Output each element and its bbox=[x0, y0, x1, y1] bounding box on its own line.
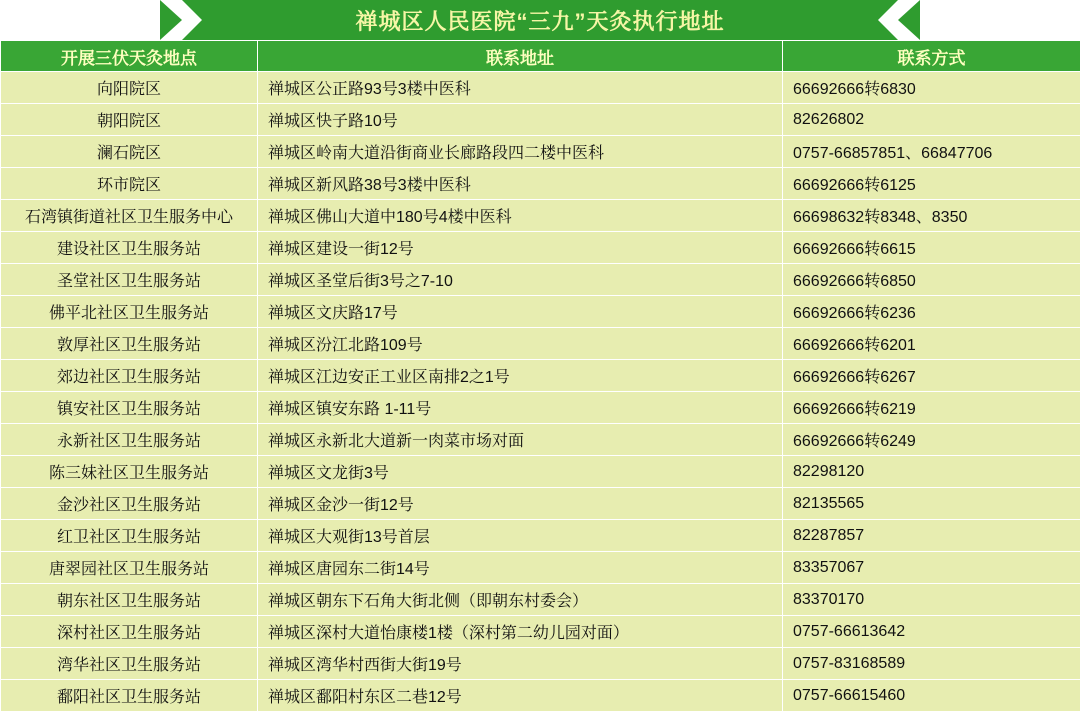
cell-address: 禅城区文龙街3号 bbox=[258, 456, 783, 488]
cell-contact: 82287857 bbox=[783, 520, 1080, 552]
cell-address: 禅城区快子路10号 bbox=[258, 104, 783, 136]
cell-contact: 83357067 bbox=[783, 552, 1080, 584]
cell-contact: 66692666转6201 bbox=[783, 328, 1080, 360]
table-row bbox=[1, 72, 1080, 104]
table-row bbox=[1, 136, 1080, 168]
cell-address: 禅城区鄱阳村东区二巷12号 bbox=[258, 680, 783, 712]
column-header-address: 联系地址 bbox=[258, 41, 783, 72]
cell-address: 禅城区镇安东路 1-11号 bbox=[258, 392, 783, 424]
table-row bbox=[1, 488, 1080, 520]
cell-address: 禅城区朝东下石角大街北侧（即朝东村委会） bbox=[258, 584, 783, 616]
table-row bbox=[1, 264, 1080, 296]
cell-address: 禅城区文庆路17号 bbox=[258, 296, 783, 328]
table-row bbox=[1, 456, 1080, 488]
cell-site: 深村社区卫生服务站 bbox=[1, 616, 258, 648]
table-body bbox=[1, 72, 1080, 712]
cell-address: 禅城区建设一街12号 bbox=[258, 232, 783, 264]
cell-contact: 66692666转6125 bbox=[783, 168, 1080, 200]
table-header-row bbox=[1, 41, 1080, 72]
cell-address: 禅城区湾华村西街大街19号 bbox=[258, 648, 783, 680]
cell-site: 向阳院区 bbox=[1, 72, 258, 104]
address-table bbox=[0, 40, 1080, 712]
cell-contact: 82135565 bbox=[783, 488, 1080, 520]
table-row bbox=[1, 104, 1080, 136]
cell-site: 镇安社区卫生服务站 bbox=[1, 392, 258, 424]
cell-site: 朝东社区卫生服务站 bbox=[1, 584, 258, 616]
cell-address: 禅城区金沙一街12号 bbox=[258, 488, 783, 520]
table-row bbox=[1, 232, 1080, 264]
cell-address: 禅城区汾江北路109号 bbox=[258, 328, 783, 360]
cell-address: 禅城区永新北大道新一肉菜市场对面 bbox=[258, 424, 783, 456]
cell-contact: 66692666转6850 bbox=[783, 264, 1080, 296]
page-title: 禅城区人民医院“三九”天灸执行地址 bbox=[355, 5, 724, 36]
column-header-site: 开展三伏天灸地点 bbox=[1, 41, 258, 72]
cell-site: 环市院区 bbox=[1, 168, 258, 200]
cell-contact: 0757-83168589 bbox=[783, 648, 1080, 680]
table-row bbox=[1, 584, 1080, 616]
chevron-left-icon bbox=[182, 0, 202, 40]
table-row bbox=[1, 392, 1080, 424]
title-banner bbox=[160, 0, 920, 40]
cell-address: 禅城区大观街13号首层 bbox=[258, 520, 783, 552]
table-row bbox=[1, 424, 1080, 456]
cell-address: 禅城区深村大道怡康楼1楼（深村第二幼儿园对面） bbox=[258, 616, 783, 648]
cell-contact: 0757-66615460 bbox=[783, 680, 1080, 712]
cell-site: 石湾镇街道社区卫生服务中心 bbox=[1, 200, 258, 232]
cell-contact: 82298120 bbox=[783, 456, 1080, 488]
cell-site: 金沙社区卫生服务站 bbox=[1, 488, 258, 520]
chevron-right-icon bbox=[878, 0, 898, 40]
table-row bbox=[1, 616, 1080, 648]
cell-site: 永新社区卫生服务站 bbox=[1, 424, 258, 456]
cell-site: 佛平北社区卫生服务站 bbox=[1, 296, 258, 328]
cell-site: 澜石院区 bbox=[1, 136, 258, 168]
cell-site: 陈三妹社区卫生服务站 bbox=[1, 456, 258, 488]
cell-address: 禅城区佛山大道中180号4楼中医科 bbox=[258, 200, 783, 232]
cell-site: 朝阳院区 bbox=[1, 104, 258, 136]
cell-site: 郊边社区卫生服务站 bbox=[1, 360, 258, 392]
cell-contact: 83370170 bbox=[783, 584, 1080, 616]
cell-contact: 66692666转6267 bbox=[783, 360, 1080, 392]
banner-area bbox=[0, 0, 1080, 40]
cell-site: 湾华社区卫生服务站 bbox=[1, 648, 258, 680]
cell-site: 唐翠园社区卫生服务站 bbox=[1, 552, 258, 584]
cell-address: 禅城区江边安正工业区南排2之1号 bbox=[258, 360, 783, 392]
cell-address: 禅城区圣堂后街3号之7-10 bbox=[258, 264, 783, 296]
cell-contact: 66692666转6615 bbox=[783, 232, 1080, 264]
cell-contact: 82626802 bbox=[783, 104, 1080, 136]
cell-site: 建设社区卫生服务站 bbox=[1, 232, 258, 264]
cell-site: 红卫社区卫生服务站 bbox=[1, 520, 258, 552]
cell-contact: 0757-66613642 bbox=[783, 616, 1080, 648]
cell-contact: 66692666转6236 bbox=[783, 296, 1080, 328]
cell-contact: 66692666转6830 bbox=[783, 72, 1080, 104]
table-row bbox=[1, 520, 1080, 552]
table-row bbox=[1, 200, 1080, 232]
table-row bbox=[1, 552, 1080, 584]
cell-contact: 66698632转8348、8350 bbox=[783, 200, 1080, 232]
cell-address: 禅城区岭南大道沿街商业长廊路段四二楼中医科 bbox=[258, 136, 783, 168]
cell-address: 禅城区新风路38号3楼中医科 bbox=[258, 168, 783, 200]
cell-contact: 66692666转6219 bbox=[783, 392, 1080, 424]
cell-site: 圣堂社区卫生服务站 bbox=[1, 264, 258, 296]
table-row bbox=[1, 296, 1080, 328]
table-row bbox=[1, 360, 1080, 392]
table-row bbox=[1, 328, 1080, 360]
cell-site: 敦厚社区卫生服务站 bbox=[1, 328, 258, 360]
cell-contact: 66692666转6249 bbox=[783, 424, 1080, 456]
cell-address: 禅城区唐园东二街14号 bbox=[258, 552, 783, 584]
table-row bbox=[1, 168, 1080, 200]
cell-contact: 0757-66857851、66847706 bbox=[783, 136, 1080, 168]
cell-address: 禅城区公正路93号3楼中医科 bbox=[258, 72, 783, 104]
table-row bbox=[1, 648, 1080, 680]
cell-site: 鄱阳社区卫生服务站 bbox=[1, 680, 258, 712]
column-header-contact: 联系方式 bbox=[783, 41, 1080, 72]
